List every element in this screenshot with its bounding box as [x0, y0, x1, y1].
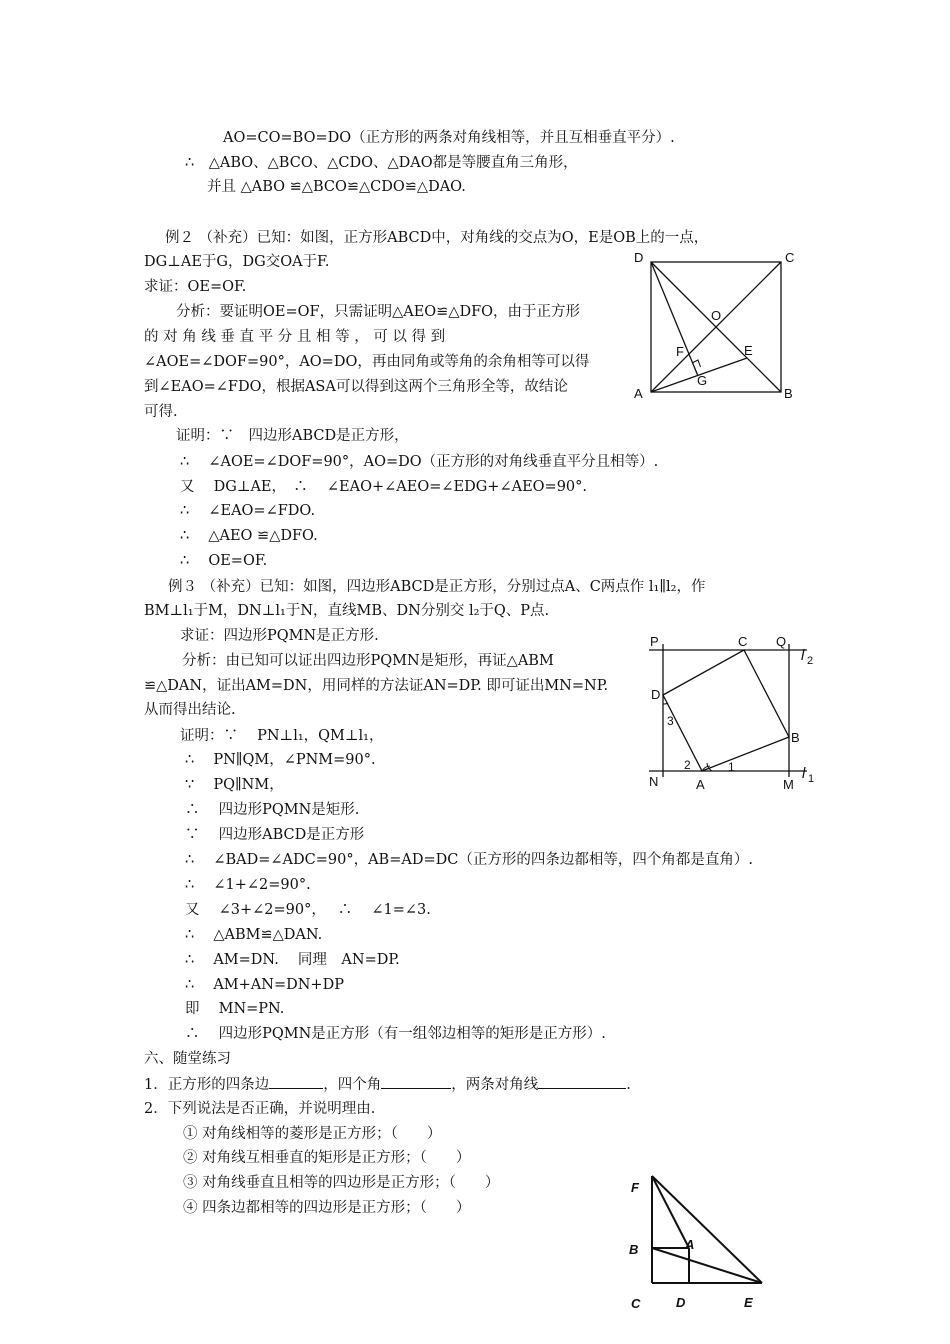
question-1-part-c: ，两条对角线 — [451, 1077, 539, 1093]
answer-blank-angles[interactable] — [381, 1074, 451, 1089]
example3-proof-line: ∴ 四边形PQMN是矩形. — [185, 802, 360, 818]
label-d: D — [651, 687, 661, 702]
question-1-part-d: . — [626, 1077, 631, 1093]
label-m: M — [783, 777, 794, 792]
example3-proof-line: ∴ ∠BAD=∠ADC=90°，AB=AD=DC（正方形的四条边都相等，四个角都是直角）. — [185, 852, 753, 868]
answer-blank-diagonals[interactable] — [538, 1074, 626, 1089]
label-c: C — [738, 634, 748, 649]
example2-proof-line: ∴ OE=OF. — [180, 553, 268, 569]
label-l2: l — [801, 647, 805, 664]
label-angle-3: 3 — [667, 714, 674, 728]
label-a: A — [696, 777, 705, 792]
question-2: 2．下列说法是否正确，并说明理由. — [144, 1101, 376, 1117]
example3-proof-line: 即 MN=PN. — [185, 1001, 285, 1017]
example3-statement: 例３ （补充）已知：如图，四边形ABCD是正方形，分别过点A、C两点作 l₁∥l₂，作 — [168, 579, 706, 595]
question-2-item: ② 对角线互相垂直的矩形是正方形；（ ） — [183, 1150, 471, 1166]
label-p: P — [650, 634, 659, 649]
label-a: A — [685, 1237, 695, 1252]
example2-proof-line: ∴ ∠AOE=∠DOF=90°，AO=DO（正方形的对角线垂直平分且相等）. — [180, 454, 659, 470]
intro-line-2: ∴ △ABO、△BCO、△CDO、△DAO都是等腰直角三角形， — [185, 155, 578, 171]
example3-proof-line: ∴ 四边形PQMN是正方形（有一组邻边相等的矩形是正方形）. — [185, 1026, 606, 1042]
label-e: E — [744, 343, 753, 358]
label-d: D — [634, 250, 644, 265]
label-c: C — [631, 1296, 641, 1311]
example3-statement-2: BM⊥l₁于M，DN⊥l₁于N，直线MB、DN分别交 l₂于Q、P点. — [144, 603, 550, 619]
label-n: N — [649, 774, 659, 789]
example2-proof-line: ∴ ∠EAO=∠FDO. — [180, 503, 316, 519]
label-a: A — [634, 386, 643, 401]
square-abcd-figure — [625, 248, 805, 406]
question-1 — [144, 1074, 631, 1095]
example2-analysis-4: 到∠EAO=∠FDO，根据ASA可以得到这两个三角形全等，故结论 — [144, 379, 568, 395]
example2-analysis-2: 的 对 角 线 垂 直 平 分 且 相 等 ， 可 以 得 到 — [144, 329, 446, 345]
intro-line-1: AO=CO=BO=DO（正方形的两条对角线相等，并且互相垂直平分）. — [223, 130, 675, 146]
section6-title: 六、随堂练习 — [144, 1051, 231, 1067]
example3-proof-line: ∴ AM+AN=DN+DP — [185, 977, 344, 993]
question-1-part-b: ，四个角 — [323, 1077, 382, 1093]
label-d: D — [676, 1295, 686, 1310]
example3-analysis-3: 从而得出结论. — [144, 702, 236, 718]
label-b: B — [784, 386, 793, 401]
example3-proof-line: ∵ PQ∥NM， — [185, 777, 284, 793]
label-g: G — [697, 373, 708, 388]
example2-analysis-3: ∠AOE=∠DOF=90°，AO=DO，再由同角或等角的余角相等可以得 — [144, 354, 590, 370]
example3-proof-line: ∴ AM=DN. 同理 AN=DP. — [185, 952, 400, 968]
label-l1-subscript: 1 — [808, 773, 815, 785]
label-angle-2: 2 — [684, 758, 691, 772]
example3-proof-line: 证明：∵ PN⊥l₁，QM⊥l₁， — [180, 728, 384, 744]
example2-goal: 求证：OE=OF. — [144, 279, 247, 295]
example2-statement-2: DG⊥AE于G，DG交OA于F. — [144, 254, 330, 270]
example3-proof-line: ∴ PN∥QM，∠PNM=90°. — [185, 752, 376, 768]
label-f: F — [676, 344, 684, 359]
example3-proof-line: ∴ △ABM≌△DAN. — [185, 927, 323, 943]
question-2-item: ③ 对角线垂直且相等的四边形是正方形；（ ） — [183, 1175, 500, 1191]
label-q: Q — [776, 634, 787, 649]
label-e: E — [744, 1295, 753, 1310]
example2-statement: 例２ （补充）已知：如图，正方形ABCD中，对角线的交点为O，E是OB上的一点， — [165, 230, 709, 246]
example3-analysis-2: ≌△DAN，证出AM=DN，用同样的方法证AN=DP. 即可证出MN=NP. — [144, 678, 609, 694]
example2-proof-line: ∴ △AEO ≌△DFO. — [180, 528, 318, 544]
label-b: B — [629, 1242, 639, 1257]
label-l2-subscript: 2 — [807, 655, 814, 667]
triangle-fce-figure — [622, 1168, 772, 1316]
answer-blank-sides[interactable] — [269, 1074, 323, 1089]
question-1-part-a: 1．正方形的四条边 — [144, 1077, 270, 1093]
example3-proof-line: 又 ∠3+∠2=90°， ∴ ∠1=∠3. — [185, 902, 431, 918]
label-o: O — [711, 308, 722, 323]
example3-goal: 求证：四边形PQMN是正方形. — [180, 628, 379, 644]
label-c: C — [785, 250, 795, 265]
example3-proof-line: ∵ 四边形ABCD是正方形 — [185, 827, 365, 843]
question-2-item: ④ 四条边都相等的四边形是正方形；（ ） — [183, 1200, 471, 1216]
example2-proof-line: 又 DG⊥AE， ∴ ∠EAO+∠AEO=∠EDG+∠AEO=90°. — [180, 479, 587, 495]
question-2-item: ① 对角线相等的菱形是正方形；（ ） — [183, 1126, 442, 1142]
example3-analysis-1: 分析：由已知可以证出四边形PQMN是矩形，再证△ABM — [182, 653, 554, 669]
label-angle-1: 1 — [728, 760, 735, 774]
label-f: F — [631, 1180, 639, 1195]
example2-proof-line: 证明：∵ 四边形ABCD是正方形， — [176, 428, 409, 444]
intro-line-3: 并且 △ABO ≌△BCO≌△CDO≌△DAO. — [207, 179, 466, 195]
label-l1: l — [802, 765, 806, 782]
example3-proof-line: ∴ ∠1+∠2=90°. — [185, 877, 311, 893]
example2-analysis-5: 可得. — [144, 404, 178, 420]
square-pqmn-figure — [645, 632, 820, 800]
example2-analysis-1: 分析：要证明OE=OF，只需证明△AEO≌△DFO，由于正方形 — [176, 304, 581, 320]
label-b: B — [791, 730, 800, 745]
